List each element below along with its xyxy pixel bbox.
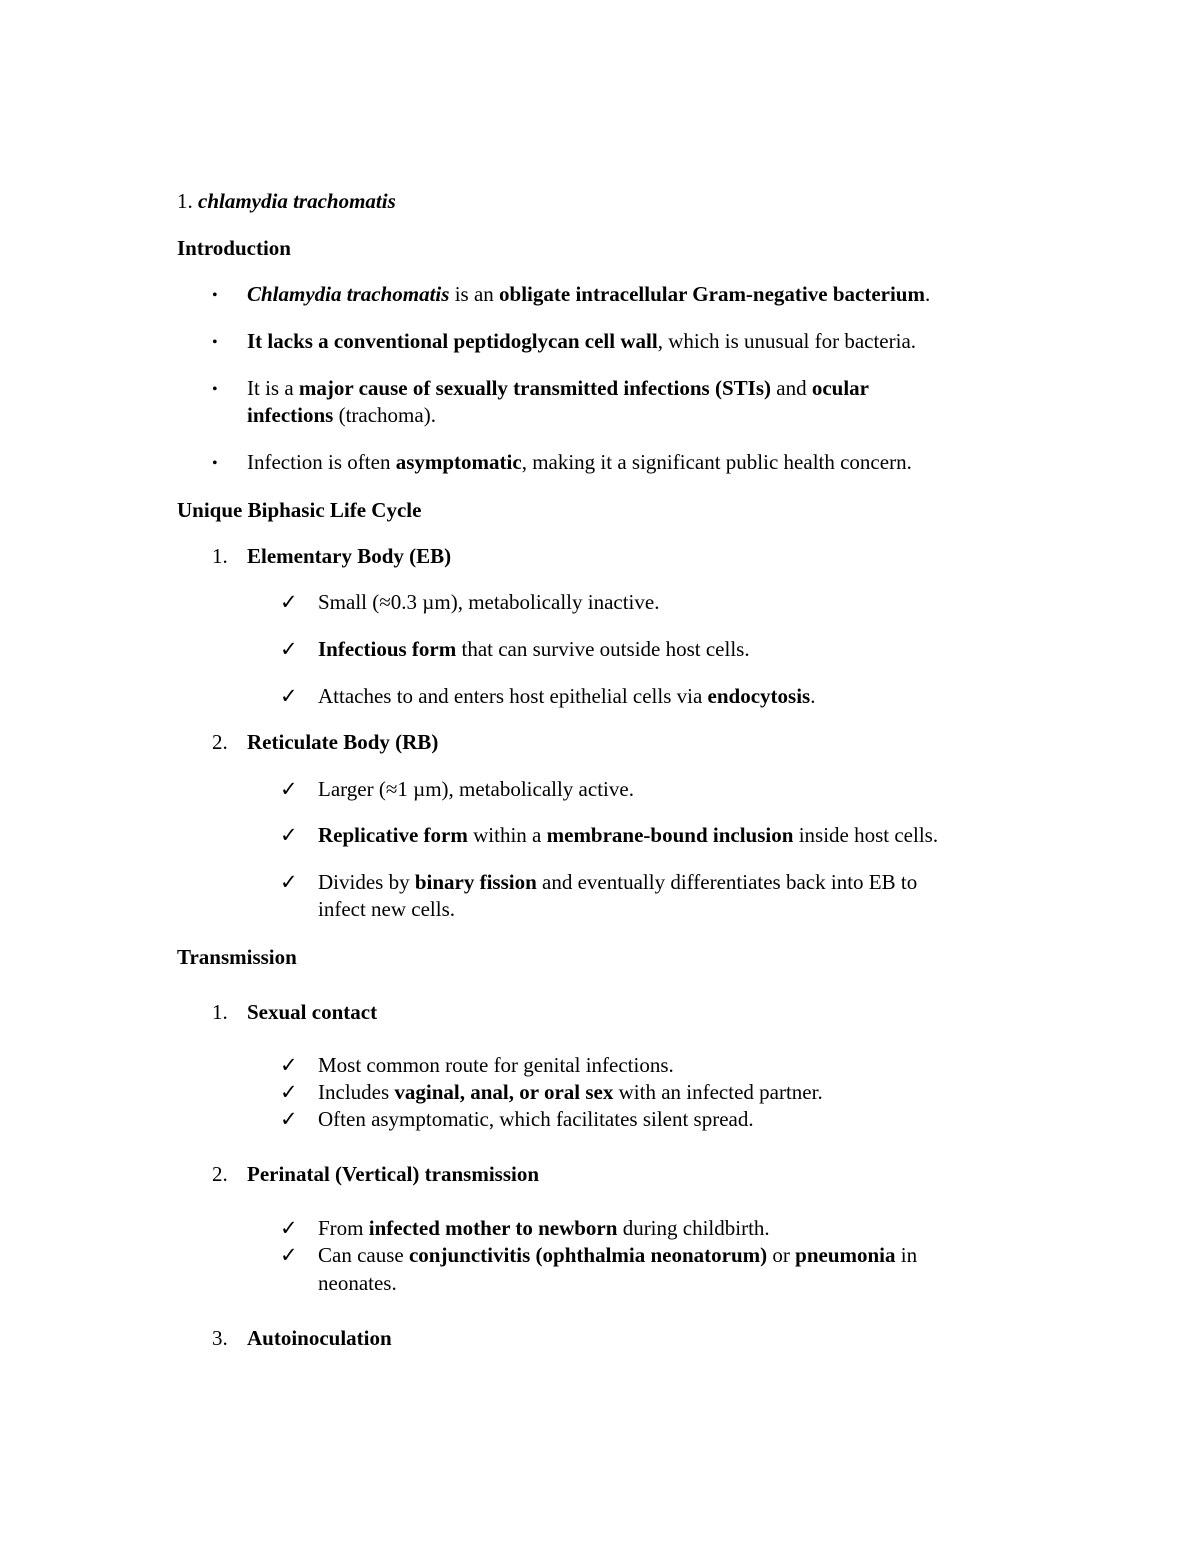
eb-item-3 [318, 683, 815, 709]
check-icon: ✓ [280, 590, 298, 614]
text-run: . [810, 684, 816, 708]
text-run: vaginal, anal, or oral sex [394, 1080, 614, 1104]
text-run: neonates. [318, 1271, 397, 1295]
auto-number: 3. [212, 1326, 228, 1350]
check-icon: ✓ [280, 777, 298, 801]
perinatal-item-2-line-2 [318, 1270, 397, 1296]
text-run: endocytosis [707, 684, 811, 708]
text-run: Infection is often [247, 450, 396, 474]
intro-item-2 [247, 328, 916, 354]
text-run: Small (≈0.3 µm), metabolically inactive. [318, 590, 660, 614]
intro-item-3-line-2 [247, 402, 436, 428]
text-run: asymptomatic [395, 450, 522, 474]
bullet-icon: • [212, 287, 218, 304]
check-icon: ✓ [280, 1080, 298, 1104]
sexual-item-3 [318, 1106, 754, 1132]
intro-item-4 [247, 449, 912, 475]
text-run: Divides by [318, 870, 415, 894]
text-run: It lacks a conventional peptidoglycan cell wall [247, 329, 658, 353]
text-run: pneumonia [795, 1243, 896, 1267]
text-run: obligate intracellular Gram-negative bacterium [499, 282, 925, 306]
sexual-item-2 [318, 1079, 823, 1105]
rb-item-3-line-2 [318, 896, 455, 922]
text-run: Replicative form [318, 823, 468, 847]
transmission-heading: Transmission [177, 945, 297, 969]
eb-title: Elementary Body (EB) [247, 544, 452, 568]
text-run: that can survive outside host cells. [456, 637, 750, 661]
text-run: Attaches to and enters host epithelial cells via [318, 684, 708, 708]
bullet-icon: • [212, 455, 218, 472]
sexual-number: 1. [212, 1000, 228, 1024]
bullet-icon: • [212, 381, 218, 398]
text-run: major cause of sexually transmitted infections (STIs) [298, 376, 771, 400]
text-run: infect new cells. [318, 897, 456, 921]
rb-item-3-line-1 [318, 869, 917, 895]
text-run: (trachoma). [333, 403, 436, 427]
text-run: binary fission [414, 870, 537, 894]
text-run: Infectious form [318, 637, 457, 661]
text-run: . [924, 282, 931, 306]
check-icon: ✓ [280, 637, 298, 661]
text-run: and [771, 376, 812, 400]
text-run: From [318, 1216, 369, 1240]
check-icon: ✓ [280, 684, 298, 708]
intro-item-1 [247, 281, 930, 307]
rb-title: Reticulate Body (RB) [247, 730, 439, 754]
bullet-icon: • [212, 334, 218, 351]
sexual-title: Sexual contact [247, 1000, 378, 1024]
text-run: , making it a significant public health concern. [521, 450, 912, 474]
intro-item-3-line-1 [247, 375, 869, 401]
rb-number: 2. [212, 730, 228, 754]
lifecycle-heading: Unique Biphasic Life Cycle [177, 498, 422, 522]
eb-item-2 [318, 636, 750, 662]
document-title [177, 188, 396, 214]
text-run: or [767, 1243, 796, 1267]
text-run: and eventually differentiates back into EB to [536, 870, 918, 894]
text-run: during childbirth. [617, 1216, 770, 1240]
text-run: Larger (≈1 µm), metabolically active. [318, 777, 634, 801]
eb-number: 1. [212, 544, 228, 568]
check-icon: ✓ [280, 1107, 298, 1131]
text-run: infections [247, 403, 334, 427]
title-text: chlamydia trachomatis [198, 189, 396, 213]
text-run: conjunctivitis (ophthalmia neonatorum) [408, 1243, 768, 1267]
rb-item-2 [318, 822, 938, 848]
text-run: within a [467, 823, 547, 847]
text-run: It is a [247, 376, 299, 400]
check-icon: ✓ [280, 823, 298, 847]
check-icon: ✓ [280, 1216, 298, 1240]
text-run: Most common route for genital infections. [318, 1053, 674, 1077]
text-run: ocular [811, 376, 869, 400]
introduction-heading: Introduction [177, 236, 291, 260]
text-run: in [895, 1243, 918, 1267]
auto-title: Autoinoculation [247, 1326, 392, 1350]
text-run: membrane-bound inclusion [546, 823, 794, 847]
check-icon: ✓ [280, 870, 298, 894]
text-run: Includes [318, 1080, 395, 1104]
text-run: Can cause [318, 1243, 409, 1267]
text-run: with an infected partner. [613, 1080, 823, 1104]
rb-item-1 [318, 776, 634, 802]
text-run: inside host cells. [793, 823, 939, 847]
sexual-item-1 [318, 1052, 674, 1078]
perinatal-item-2-line-1 [318, 1242, 917, 1268]
text-run: Chlamydia trachomatis [247, 282, 450, 306]
eb-item-1 [318, 589, 659, 615]
check-icon: ✓ [280, 1053, 298, 1077]
check-icon: ✓ [280, 1243, 298, 1267]
perinatal-number: 2. [212, 1162, 228, 1186]
title-number: 1. [177, 189, 193, 213]
text-run: is an [449, 282, 500, 306]
text-run: Often asymptomatic, which facilitates silent spread. [318, 1107, 754, 1131]
perinatal-title: Perinatal (Vertical) transmission [247, 1162, 540, 1186]
text-run: , which is unusual for bacteria. [657, 329, 917, 353]
text-run: infected mother to newborn [368, 1216, 618, 1240]
perinatal-item-1 [318, 1215, 770, 1241]
